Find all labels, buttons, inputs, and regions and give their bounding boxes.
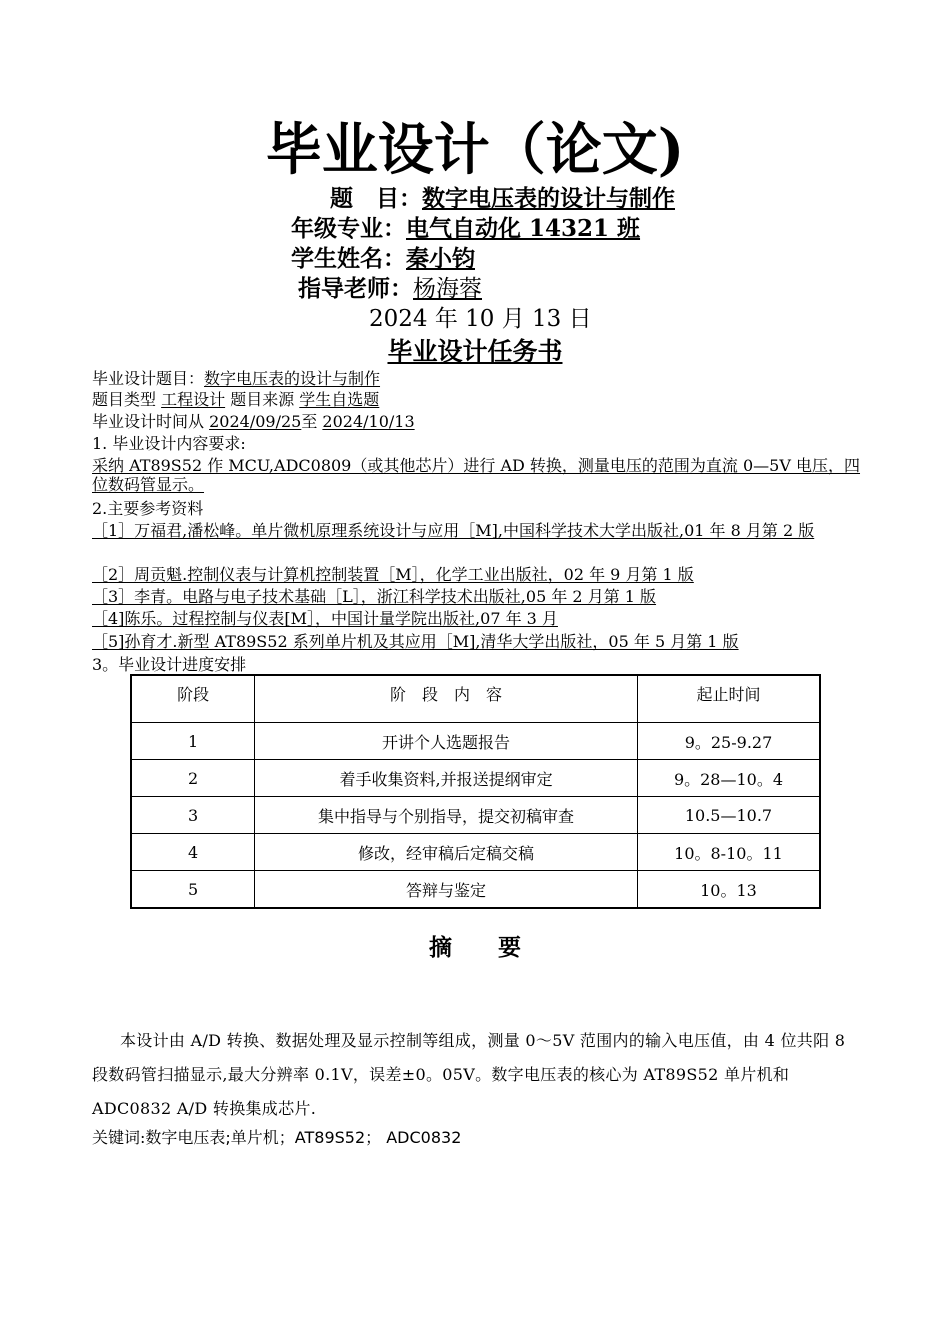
schedule-heading: 3。毕业设计进度安排 [92,655,247,674]
keywords-value: 数字电压表;单片机；AT89S52； ADC0832 [145,1128,462,1147]
requirements-heading: 1. 毕业设计内容要求: [92,434,246,453]
stage-cell: 5 [131,871,255,909]
task-type-line [92,390,379,409]
time-from: 2024/09/25 [209,412,302,431]
reference-item: ［3］李青。电路与电子技术基础［L］，浙江科学技术出版社,05 年 2 月第 1 版 [92,587,657,606]
task-time-line [92,412,415,431]
header-period: 起止时间 [637,675,820,723]
reference-item: ［4]陈乐。过程控制与仪表[M］，中国计量学院出版社,07 年 3 月 [92,609,558,628]
source-label: 题目来源 [225,390,300,409]
requirements-text: 采纳 AT89S52 作 MCU,ADC0809（或其他芯片）进行 AD 转换，测量电压的范围为直流 0—5V 电压，四位数码管显示。 [92,456,861,494]
keywords-line [92,1126,461,1150]
content-cell: 修改，经审稿后定稿交稿 [255,834,638,871]
student-value: 秦小钧 [406,245,475,272]
student-label: 学生姓名： [291,245,406,272]
period-cell: 9。28—10。4 [637,760,820,797]
content-cell: 开讲个人选题报告 [255,723,638,760]
table-row [131,723,820,760]
table-row [131,871,820,909]
grade-label: 年级专业： [291,215,406,242]
topic-line [330,184,675,214]
cover-date: 2024 年 10 月 13 日 [369,306,592,332]
task-heading: 毕业设计任务书 [387,337,563,366]
content-cell: 答辩与鉴定 [255,871,638,909]
period-cell: 9。25-9.27 [637,723,820,760]
reference-item: ［2］周贡魁.控制仪表与计算机控制装置［M］，化学工业出版社，02 年 9 月第 1 版 [92,565,694,584]
schedule-header-row [131,675,820,723]
advisor-line [298,274,482,304]
time-to: 2024/10/13 [322,412,415,431]
student-line [291,244,475,274]
period-cell: 10。13 [637,871,820,909]
period-cell: 10。8-10。11 [637,834,820,871]
schedule-table [130,674,821,909]
stage-cell: 2 [131,760,255,797]
stage-cell: 4 [131,834,255,871]
grade-line [291,214,640,244]
table-row [131,760,820,797]
grade-value: 电气自动化 14321 班 [406,215,641,242]
task-topic-line [92,369,380,388]
type-label: 题目类型 [92,390,162,409]
content-cell: 着手收集资料,并报送提纲审定 [255,760,638,797]
reference-item: ［5]孙育才.新型 AT89S52 系列单片机及其应用［M],清华大学出版社，05 年 5 月第 1 版 [92,632,739,651]
references-heading: 2.主要参考资料 [92,499,204,518]
topic-value: 数字电压表的设计与制作 [422,185,675,212]
reference-item: ［1］万福君,潘松峰。单片微机原理系统设计与应用［M],中国科学技术大学出版社,01 年 8 月第 2 版 [92,521,815,540]
header-content: 阶 段 内 容 [255,675,638,723]
type-value: 工程设计 [161,390,226,409]
content-cell: 集中指导与个别指导，提交初稿审查 [255,797,638,834]
task-topic-value: 数字电压表的设计与制作 [204,369,381,388]
keywords-label: 关键词: [92,1128,146,1147]
thesis-title: 毕业设计（论文) [265,117,685,183]
stage-cell: 3 [131,797,255,834]
advisor-value: 杨海蓉 [413,276,482,302]
abstract-heading: 摘 要 [429,934,521,961]
header-stage: 阶段 [131,675,255,723]
stage-cell: 1 [131,723,255,760]
table-row [131,834,820,871]
topic-label: 题 目： [330,185,422,212]
source-value: 学生自选题 [299,390,380,409]
time-label: 毕业设计时间从 [92,412,210,431]
table-row [131,797,820,834]
task-topic-label: 毕业设计题目： [92,369,205,388]
advisor-label: 指导老师： [298,275,413,302]
abstract-body: 本设计由 A/D 转换、数据处理及显示控制等组成，测量 0～5V 范围内的输入电压值，由 4 位共阳 8 段数码管扫描显示,最大分辨率 0.1V，误差±0。05V。数字电压表的核心为 AT89S52 单片机和 ADC0832 A/D 转换集成芯片. [92,1031,846,1118]
time-to-label: 至 [301,412,323,431]
period-cell: 10.5—10.7 [637,797,820,834]
